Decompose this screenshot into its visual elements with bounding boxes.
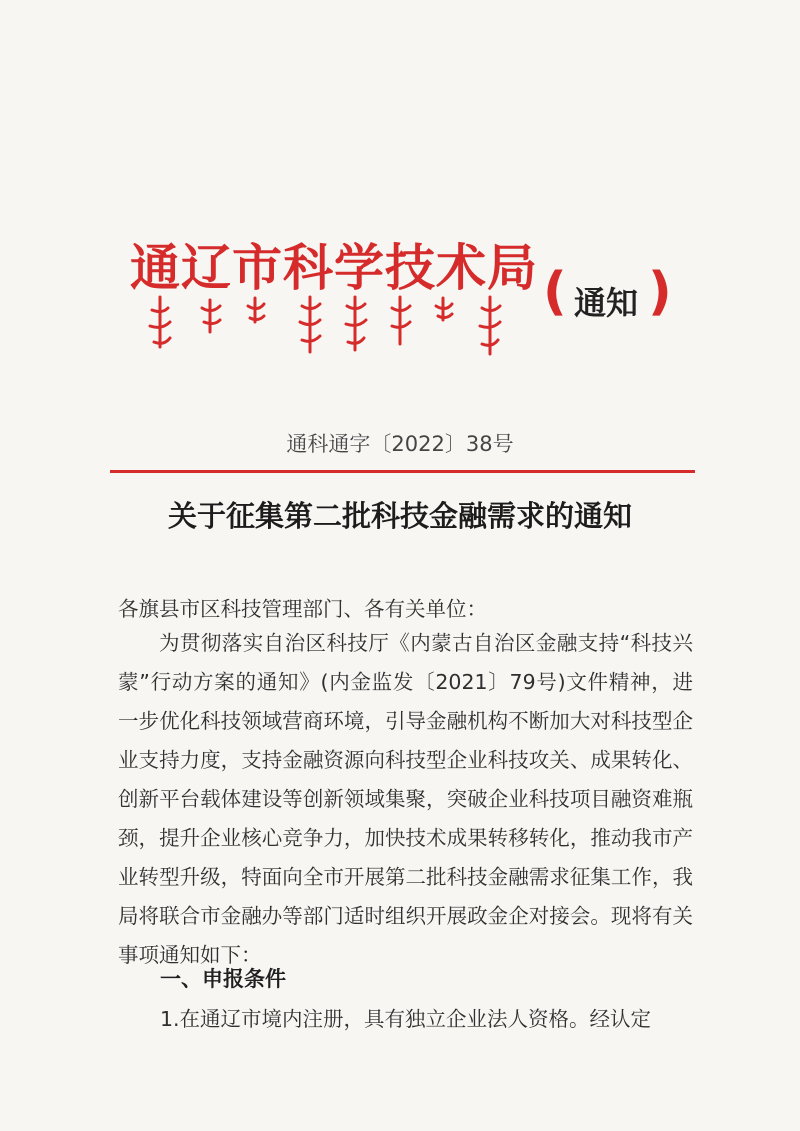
mongolian-script-org-name: [140, 292, 530, 362]
body-paragraph: 为贯彻落实自治区科技厅《内蒙古自治区金融支持“科技兴蒙”行动方案的通知》(内金监发〔2021〕79号)文件精神，进一步优化科技领域营商环境，引导金融机构不断加大对科技型企业支持力度，支持金融资源向科技型企业科技攻关、成果转化、创新平台载体建设等创新领域集聚，突破企业科技项目融资难瓶颈，提升企业核心竞争力，加快技术成果转移转化，推动我市产业转型升级，特面向全市开展第二批科技金融需求征集工作，我局将联合市金融办等部门适时组织开展政金企对接会。现将有关事项通知如下：: [118, 631, 693, 967]
doc-type-bracket-open: (: [543, 262, 567, 322]
section-heading: 一、申报条件: [160, 967, 286, 991]
red-divider: [110, 470, 695, 473]
document-number: 通科通字〔2022〕38号: [286, 432, 514, 456]
doc-type-bracket-close: ): [648, 262, 672, 322]
list-item: 1.在通辽市境内注册，具有独立企业法人资格。经认定: [160, 1007, 652, 1031]
salutation: 各旗县市区科技管理部门、各有关单位：: [118, 597, 487, 621]
doc-type-label: 通知: [574, 284, 639, 322]
document-title: 关于征集第二批科技金融需求的通知: [167, 499, 632, 533]
org-name-heading: 通辽市科学技术局: [130, 238, 538, 297]
